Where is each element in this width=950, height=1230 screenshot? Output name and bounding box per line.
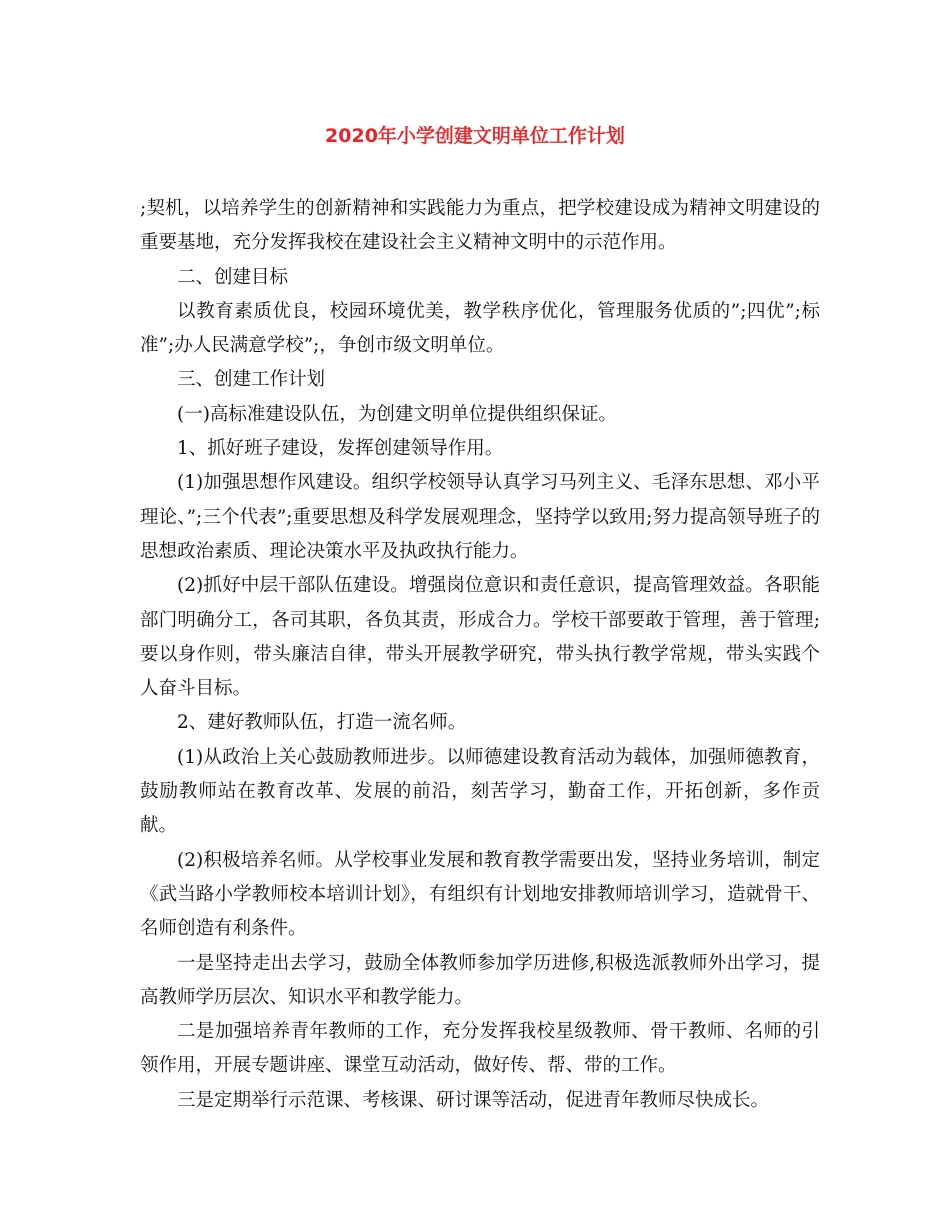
paragraph-intro-continuation: ;契机，以培养学生的创新精神和实践能力为重点，把学校建设成为精神文明建设的重要基地，充分发挥我校在建设社会主义精神文明中的示范作用。 — [140, 198, 820, 254]
section-heading-plan: 三、创建工作计划 — [177, 369, 326, 391]
document-body — [140, 192, 820, 1118]
section-heading-goals: 二、创建目标 — [177, 266, 289, 288]
paragraph-point-three: 三是定期举行示范课、考核课、研讨课等活动，促进青年教师尽快成长。 — [177, 1089, 770, 1111]
paragraph-point-one: 一是坚持走出去学习，鼓励全体教师参加学历进修,积极选派教师外出学习，提高教师学历层次、知识水平和教学能力。 — [140, 952, 820, 1008]
paragraph-famous-teachers: (2)积极培养名师。从学校事业发展和教育教学需要出发，坚持业务培训，制定《武当路小学教师校本培训计划》，有组织有计划地安排教师培训学习，造就骨干、名师创造有利条件。 — [140, 849, 820, 940]
subsection-heading-team: (一)高标准建设队伍，为创建文明单位提供组织保证。 — [177, 403, 617, 425]
paragraph-ideology: (1)加强思想作风建设。组织学校领导认真学习马列主义、毛泽东思想、邓小平理论、”;三个代表”;重要思想及科学发展观理念，坚持学以致用;努力提高领导班子的思想政治素质、理论决策水平及执政执行能力。 — [140, 472, 820, 562]
item-heading-leadership: 1、抓好班子建设，发挥创建领导作用。 — [177, 438, 504, 460]
paragraph-point-two: 二是加强培养青年教师的工作，充分发挥我校星级教师、骨干教师、名师的引领作用，开展专题讲座、课堂互动活动，做好传、帮、带的工作。 — [140, 1021, 820, 1077]
document-title: 2020年小学创建文明单位工作计划 — [325, 125, 625, 147]
item-heading-teachers: 2、建好教师队伍，打造一流名师。 — [177, 712, 467, 734]
paragraph-goals: 以教育素质优良，校园环境优美，教学秩序优化，管理服务优质的”;四优”;标准”;办人民满意学校”;，争创市级文明单位。 — [140, 300, 820, 357]
paragraph-middle-cadres: (2)抓好中层干部队伍建设。增强岗位意识和责任意识，提高管理效益。各职能部门明确分工，各司其职，各负其责，形成合力。学校干部要敢于管理，善于管理;要以身作则，带头廉洁自律，带头开展教学研究，带头执行教学常规，带头实践个人奋斗目标。 — [140, 575, 820, 700]
paragraph-teacher-ethics: (1)从政治上关心鼓励教师进步。以师德建设教育活动为载体，加强师德教育，鼓励教师站在教育改革、发展的前沿，刻苦学习，勤奋工作，开拓创新，多作贡献。 — [140, 746, 820, 837]
